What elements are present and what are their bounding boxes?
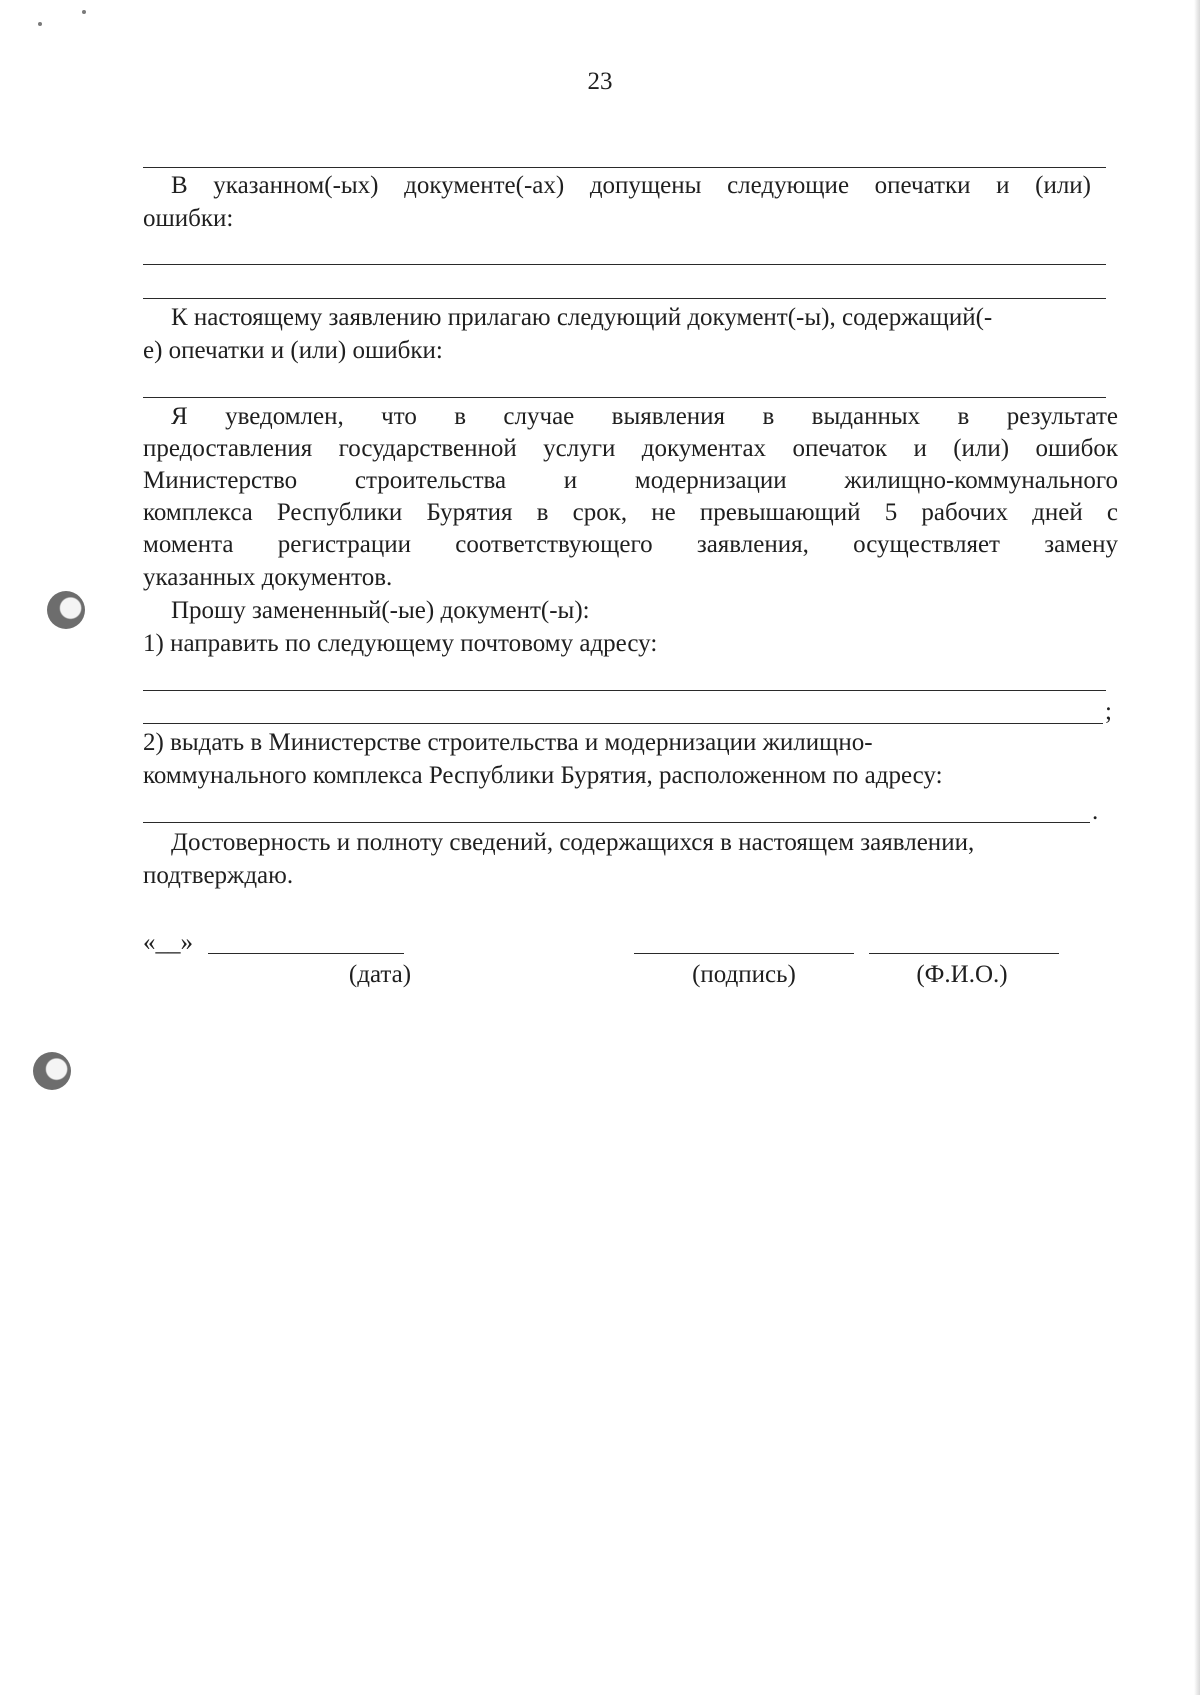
typos-paragraph-line1: В указанном(-ых) документе(-ах) допущены следующие опечатки и (или)	[171, 172, 1091, 199]
fill-line	[143, 822, 1090, 823]
notice-line-2: предоставления государственной услуги документах опечаток и (или) ошибок	[143, 435, 1118, 462]
scan-speck	[82, 10, 86, 14]
punch-hole	[47, 591, 85, 629]
name-caption: (Ф.И.О.)	[916, 961, 1008, 988]
typos-paragraph-line2: ошибки:	[143, 205, 234, 232]
option-mail-text: 1) направить по следующему почтовому адресу:	[143, 630, 658, 657]
date-quote: «__»	[143, 929, 193, 956]
fill-line	[143, 723, 1103, 724]
fill-line	[143, 167, 1106, 168]
fill-line	[143, 690, 1106, 691]
page-edge-shadow	[1194, 0, 1200, 1695]
option-mail-end: ;	[1105, 698, 1112, 725]
attach-paragraph-line1: К настоящему заявлению прилагаю следующий документ(-ы), содержащий(-	[171, 304, 993, 331]
signature-line	[634, 953, 854, 954]
date-caption: (дата)	[348, 961, 412, 988]
fill-line	[143, 298, 1106, 299]
notice-line-5: момента регистрации соответствующего заявления, осуществляет замену	[143, 531, 1118, 558]
page-number: 23	[587, 68, 613, 95]
fill-line	[143, 264, 1106, 265]
notice-line-4: комплекса Республики Бурятия в срок, не превышающий 5 рабочих дней с	[143, 499, 1118, 526]
request-text: Прошу замененный(-ые) документ(-ы):	[171, 597, 590, 624]
notice-line-3: Министерство строительства и модернизации жилищно-коммунального	[143, 467, 1118, 494]
option-office-line2: коммунального комплекса Республики Бурятия, расположенном по адресу:	[143, 762, 943, 789]
notice-line-1: Я уведомлен, что в случае выявления в выданных в результате	[171, 403, 1118, 430]
punch-hole	[33, 1052, 71, 1090]
signature-caption: (подпись)	[692, 961, 796, 988]
option-office-end: .	[1092, 798, 1099, 825]
scan-speck	[38, 22, 42, 26]
confirm-line1: Достоверность и полноту сведений, содержащихся в настоящем заявлении,	[171, 829, 975, 856]
fill-line	[143, 397, 1106, 398]
notice-line-6: указанных документов.	[143, 564, 393, 591]
name-line	[869, 953, 1059, 954]
attach-paragraph-line2: е) опечатки и (или) ошибки:	[143, 337, 443, 364]
confirm-line2: подтверждаю.	[143, 862, 294, 889]
option-office-line1: 2) выдать в Министерстве строительства и модернизации жилищно-	[143, 729, 873, 756]
date-line	[208, 953, 404, 954]
